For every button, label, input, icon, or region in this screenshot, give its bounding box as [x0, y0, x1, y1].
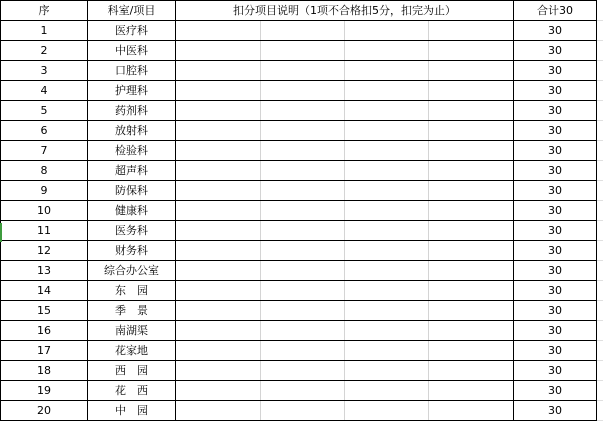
dept-cell[interactable]: 东 园 [88, 281, 176, 301]
total-cell[interactable]: 30 [514, 101, 597, 121]
deduction-cell[interactable] [261, 101, 345, 121]
total-cell[interactable]: 30 [514, 321, 597, 341]
total-cell[interactable]: 30 [514, 21, 597, 41]
dept-cell[interactable]: 花 西 [88, 381, 176, 401]
seq-cell[interactable]: 4 [1, 81, 88, 101]
deduction-cell[interactable] [345, 61, 429, 81]
seq-cell[interactable]: 18 [1, 361, 88, 381]
deduction-cell[interactable] [345, 81, 429, 101]
deduction-cell[interactable] [176, 301, 261, 321]
empty-cell[interactable] [597, 221, 603, 241]
deduction-cell[interactable] [429, 101, 514, 121]
table-row [1, 301, 603, 321]
total-cell[interactable]: 30 [514, 401, 597, 421]
empty-cell[interactable] [597, 141, 603, 161]
total-cell[interactable]: 30 [514, 161, 597, 181]
deduction-cell[interactable] [345, 161, 429, 181]
deduction-cell[interactable] [345, 21, 429, 41]
deduction-cell[interactable] [429, 381, 514, 401]
deduction-cell[interactable] [429, 61, 514, 81]
empty-cell[interactable] [597, 81, 603, 101]
table-row [1, 61, 603, 81]
empty-cell[interactable] [597, 381, 603, 401]
header-seq-cell[interactable]: 序 [1, 1, 88, 21]
deduction-cell[interactable] [176, 161, 261, 181]
total-cell[interactable]: 30 [514, 381, 597, 401]
deduction-cell[interactable] [345, 221, 429, 241]
dept-cell[interactable]: 口腔科 [88, 61, 176, 81]
table-row [1, 21, 603, 41]
table-row [1, 361, 603, 381]
seq-cell[interactable]: 10 [1, 201, 88, 221]
deduction-cell[interactable] [345, 261, 429, 281]
deduction-cell[interactable] [176, 261, 261, 281]
deduction-cell[interactable] [345, 301, 429, 321]
table-row [1, 321, 603, 341]
deduction-cell[interactable] [261, 181, 345, 201]
deduction-cell[interactable] [429, 401, 514, 421]
seq-cell[interactable]: 19 [1, 381, 88, 401]
dept-cell[interactable]: 放射科 [88, 121, 176, 141]
deduction-cell[interactable] [176, 361, 261, 381]
deduction-cell[interactable] [345, 361, 429, 381]
seq-cell[interactable]: 6 [1, 121, 88, 141]
dept-cell[interactable]: 季 景 [88, 301, 176, 321]
deduction-cell[interactable] [345, 121, 429, 141]
seq-cell[interactable]: 1 [1, 21, 88, 41]
deduction-cell[interactable] [429, 41, 514, 61]
empty-cell[interactable] [597, 61, 603, 81]
table-row [1, 341, 603, 361]
deduction-cell[interactable] [261, 201, 345, 221]
header-total-cell[interactable]: 合计30 [514, 1, 597, 21]
empty-cell[interactable] [597, 241, 603, 261]
deduction-cell[interactable] [261, 341, 345, 361]
table-row [1, 281, 603, 301]
table-row [1, 181, 603, 201]
table-row [1, 241, 603, 261]
table-row [1, 221, 603, 241]
seq-cell[interactable]: 14 [1, 281, 88, 301]
seq-cell[interactable]: 11 [1, 221, 88, 241]
dept-cell[interactable]: 超声科 [88, 161, 176, 181]
table-row [1, 101, 603, 121]
seq-cell[interactable]: 15 [1, 301, 88, 321]
deduction-cell[interactable] [429, 261, 514, 281]
total-cell[interactable]: 30 [514, 61, 597, 81]
deduction-cell[interactable] [261, 121, 345, 141]
deduction-cell[interactable] [429, 221, 514, 241]
seq-cell[interactable]: 12 [1, 241, 88, 261]
deduction-cell[interactable] [176, 321, 261, 341]
empty-cell[interactable] [597, 261, 603, 281]
empty-cell[interactable] [597, 41, 603, 61]
seq-cell[interactable]: 16 [1, 321, 88, 341]
deduction-cell[interactable] [261, 321, 345, 341]
deduction-cell[interactable] [176, 401, 261, 421]
deduction-cell[interactable] [176, 81, 261, 101]
empty-cell[interactable] [597, 341, 603, 361]
deduction-cell[interactable] [429, 321, 514, 341]
dept-cell[interactable]: 财务科 [88, 241, 176, 261]
deduction-cell[interactable] [176, 181, 261, 201]
deduction-cell[interactable] [261, 141, 345, 161]
header-row [1, 1, 603, 21]
table-row [1, 401, 603, 421]
deduction-cell[interactable] [429, 21, 514, 41]
deduction-cell[interactable] [176, 341, 261, 361]
seq-cell[interactable]: 5 [1, 101, 88, 121]
deduction-cell[interactable] [345, 141, 429, 161]
deduction-cell[interactable] [429, 241, 514, 261]
deduction-cell[interactable] [429, 81, 514, 101]
deduction-cell[interactable] [261, 281, 345, 301]
deduction-cell[interactable] [176, 221, 261, 241]
header-dept-cell[interactable]: 科室/项目 [88, 1, 176, 21]
header-deduction-cell[interactable]: 扣分项目说明（1项不合格扣5分，扣完为止） [176, 1, 514, 21]
deduction-cell[interactable] [429, 141, 514, 161]
deduction-cell[interactable] [261, 301, 345, 321]
deduction-cell[interactable] [261, 81, 345, 101]
deduction-cell[interactable] [261, 161, 345, 181]
seq-cell[interactable]: 20 [1, 401, 88, 421]
total-cell[interactable]: 30 [514, 241, 597, 261]
deduction-cell[interactable] [261, 21, 345, 41]
dept-cell[interactable]: 检验科 [88, 141, 176, 161]
deduction-cell[interactable] [261, 381, 345, 401]
seq-cell[interactable]: 9 [1, 181, 88, 201]
total-cell[interactable]: 30 [514, 41, 597, 61]
deduction-cell[interactable] [176, 101, 261, 121]
table-row [1, 141, 603, 161]
total-cell[interactable]: 30 [514, 221, 597, 241]
dept-cell[interactable]: 医疗科 [88, 21, 176, 41]
total-cell[interactable]: 30 [514, 301, 597, 321]
empty-cell[interactable] [597, 301, 603, 321]
deduction-cell[interactable] [261, 221, 345, 241]
deduction-cell[interactable] [345, 181, 429, 201]
total-cell[interactable]: 30 [514, 81, 597, 101]
empty-cell[interactable] [597, 101, 603, 121]
empty-cell[interactable] [597, 21, 603, 41]
total-cell[interactable]: 30 [514, 361, 597, 381]
total-cell[interactable]: 30 [514, 121, 597, 141]
table-row [1, 121, 603, 141]
empty-cell[interactable] [597, 401, 603, 421]
table-row [1, 201, 603, 221]
empty-cell[interactable] [597, 361, 603, 381]
deduction-cell[interactable] [429, 361, 514, 381]
dept-cell[interactable]: 西 园 [88, 361, 176, 381]
deduction-cell[interactable] [345, 321, 429, 341]
dept-cell[interactable]: 护理科 [88, 81, 176, 101]
table-row [1, 261, 603, 281]
dept-cell[interactable]: 药剂科 [88, 101, 176, 121]
deduction-cell[interactable] [429, 161, 514, 181]
deduction-cell[interactable] [176, 21, 261, 41]
deduction-cell[interactable] [429, 181, 514, 201]
seq-cell[interactable]: 13 [1, 261, 88, 281]
table-row [1, 381, 603, 401]
active-cell-marker [0, 223, 2, 242]
deduction-cell[interactable] [261, 41, 345, 61]
empty-cell[interactable] [597, 181, 603, 201]
seq-cell[interactable]: 8 [1, 161, 88, 181]
dept-cell[interactable]: 中 园 [88, 401, 176, 421]
deduction-cell[interactable] [261, 261, 345, 281]
table-row [1, 161, 603, 181]
deduction-cell[interactable] [429, 201, 514, 221]
deduction-cell[interactable] [429, 281, 514, 301]
deduction-cell[interactable] [176, 121, 261, 141]
deduction-cell[interactable] [261, 401, 345, 421]
table-row [1, 41, 603, 61]
deduction-cell[interactable] [176, 241, 261, 261]
total-cell[interactable]: 30 [514, 281, 597, 301]
deduction-cell[interactable] [261, 361, 345, 381]
dept-cell[interactable]: 医务科 [88, 221, 176, 241]
deduction-cell[interactable] [176, 61, 261, 81]
empty-cell[interactable] [597, 161, 603, 181]
empty-cell[interactable] [597, 321, 603, 341]
deduction-cell[interactable] [261, 241, 345, 261]
dept-cell[interactable]: 健康科 [88, 201, 176, 221]
total-cell[interactable]: 30 [514, 261, 597, 281]
deduction-cell[interactable] [261, 61, 345, 81]
dept-cell[interactable]: 中医科 [88, 41, 176, 61]
deduction-cell[interactable] [176, 381, 261, 401]
deduction-cell[interactable] [345, 101, 429, 121]
empty-cell[interactable] [597, 1, 603, 21]
empty-cell[interactable] [597, 201, 603, 221]
deduction-cell[interactable] [345, 281, 429, 301]
deduction-cell[interactable] [345, 201, 429, 221]
dept-cell[interactable]: 综合办公室 [88, 261, 176, 281]
deduction-cell[interactable] [176, 141, 261, 161]
total-cell[interactable]: 30 [514, 181, 597, 201]
deduction-cell[interactable] [176, 41, 261, 61]
seq-cell[interactable]: 7 [1, 141, 88, 161]
total-cell[interactable]: 30 [514, 201, 597, 221]
deduction-cell[interactable] [176, 281, 261, 301]
seq-cell[interactable]: 2 [1, 41, 88, 61]
dept-cell[interactable]: 南湖渠 [88, 321, 176, 341]
table-row [1, 81, 603, 101]
empty-cell[interactable] [597, 121, 603, 141]
dept-cell[interactable]: 花家地 [88, 341, 176, 361]
total-cell[interactable]: 30 [514, 141, 597, 161]
deduction-cell[interactable] [345, 401, 429, 421]
empty-cell[interactable] [597, 281, 603, 301]
deduction-cell[interactable] [345, 41, 429, 61]
deduction-cell[interactable] [345, 341, 429, 361]
deduction-cell[interactable] [176, 201, 261, 221]
deduction-cell[interactable] [429, 121, 514, 141]
deduction-cell[interactable] [345, 381, 429, 401]
deduction-cell[interactable] [429, 341, 514, 361]
total-cell[interactable]: 30 [514, 341, 597, 361]
deduction-cell[interactable] [345, 241, 429, 261]
dept-cell[interactable]: 防保科 [88, 181, 176, 201]
seq-cell[interactable]: 3 [1, 61, 88, 81]
seq-cell[interactable]: 17 [1, 341, 88, 361]
deduction-cell[interactable] [429, 301, 514, 321]
